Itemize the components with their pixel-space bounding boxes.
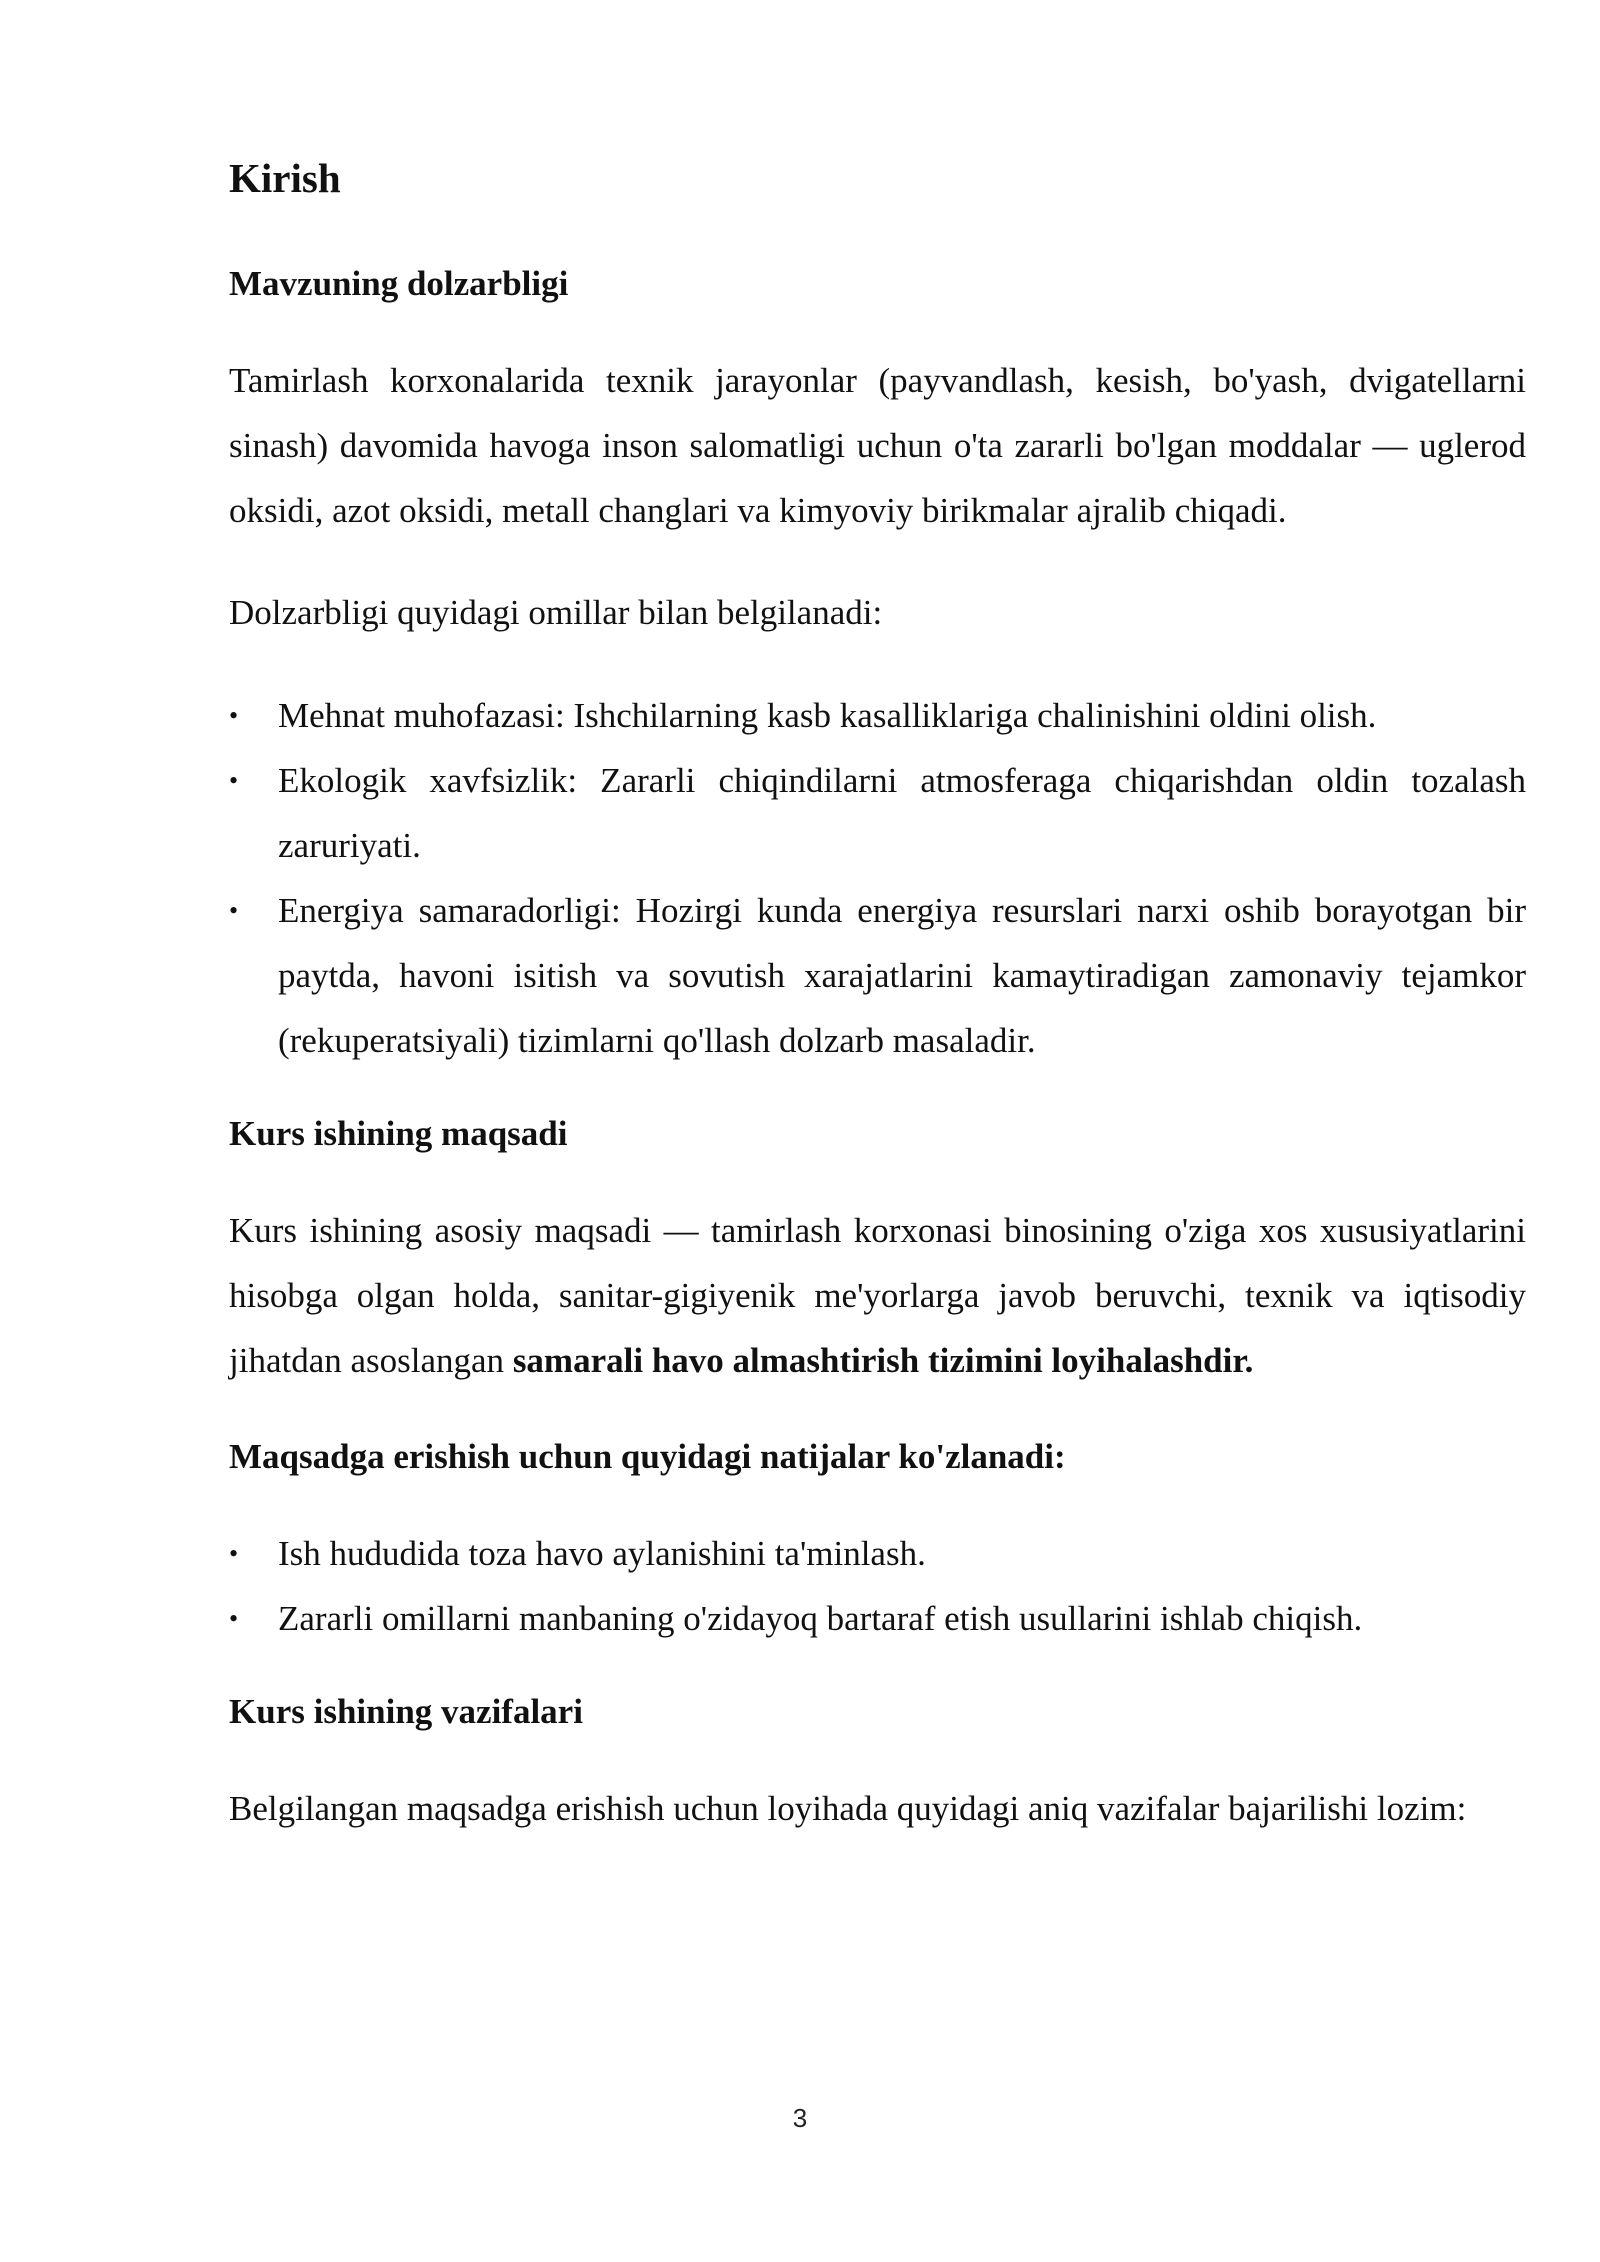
list-item-text: Zararli omillarni manbaning o'zidayoq bartaraf etish usullarini ishlab chiqish. (278, 1599, 1363, 1638)
bullet-list-natijalar (229, 1521, 1526, 1651)
section-heading-natijalar: Maqsadga erishish uchun quyidagi natijalar ko'zlanadi: (229, 1437, 1066, 1476)
paragraph-omillar: Dolzarbligi quyidagi omillar bilan belgilanadi: (229, 593, 883, 632)
paragraph-vazifalar: Belgilangan maqsadga erishish uchun loyihada quyidagi aniq vazifalar bajarilishi lozim: (229, 1789, 1467, 1828)
section-heading-dolzarblik: Mavzuning dolzarbligi (229, 264, 569, 303)
list-item-text: Ekologik xavfsizlik: Zararli chiqindilarni atmosferaga chiqarishdan oldin tozalash zaruriyati. (278, 761, 1526, 865)
paragraph-maqsad-emphasis: samarali havo almashtirish tizimini loyihalashdir. (512, 1341, 1254, 1380)
page-title: Kirish (229, 155, 341, 201)
bullet-icon: • (229, 1539, 239, 1568)
bullet-icon: • (229, 701, 239, 730)
paragraph-maqsad (229, 1198, 1526, 1393)
bullet-icon: • (229, 896, 239, 925)
list-item-text: Energiya samaradorligi: Hozirgi kunda energiya resurslari narxi oshib borayotgan bir paytda, havoni isitish va sovutish xarajatlarini kamaytiradigan zamonaviy tejamkor (rekuperatsiyali) tizimlarni qo'llash dolzarb masaladir. (278, 891, 1526, 1060)
list-item (229, 748, 1526, 878)
list-item (229, 1586, 1526, 1651)
list-item (229, 878, 1526, 1073)
paragraph-maqsad-text: Kurs ishining asosiy maqsadi — tamirlash korxonasi binosining o'ziga xos xususiyatlarini hisobga olgan holda, sanitar-gigiyenik me'yorlarga javob beruvchi, texnik va iqtisodiy jihatdan asoslangan (229, 1211, 1526, 1380)
paragraph-dolzarblik: Tamirlash korxonalarida texnik jarayonlar (payvandlash, kesish, bo'yash, dvigatellarni sinash) davomida havoga inson salomatligi uchun o'ta zararli bo'lgan moddalar — uglerod oksidi, azot oksidi, metall changlari va kimyoviy birikmalar ajralib chiqadi. (229, 361, 1526, 530)
list-item-text: Ish hududida toza havo aylanishini ta'minlash. (278, 1534, 926, 1573)
list-item (229, 683, 1526, 748)
bullet-icon: • (229, 1604, 239, 1633)
bullet-icon: • (229, 766, 239, 795)
page-content (229, 148, 1526, 1841)
section-heading-maqsad: Kurs ishining maqsadi (229, 1114, 568, 1153)
bullet-list-omillar (229, 683, 1526, 1073)
list-item (229, 1521, 1526, 1586)
section-heading-vazifalar: Kurs ishining vazifalari (229, 1692, 583, 1731)
list-item-text: Mehnat muhofazasi: Ishchilarning kasb kasalliklariga chalinishini oldini olish. (278, 696, 1377, 735)
page-number: 3 (792, 2103, 808, 2133)
